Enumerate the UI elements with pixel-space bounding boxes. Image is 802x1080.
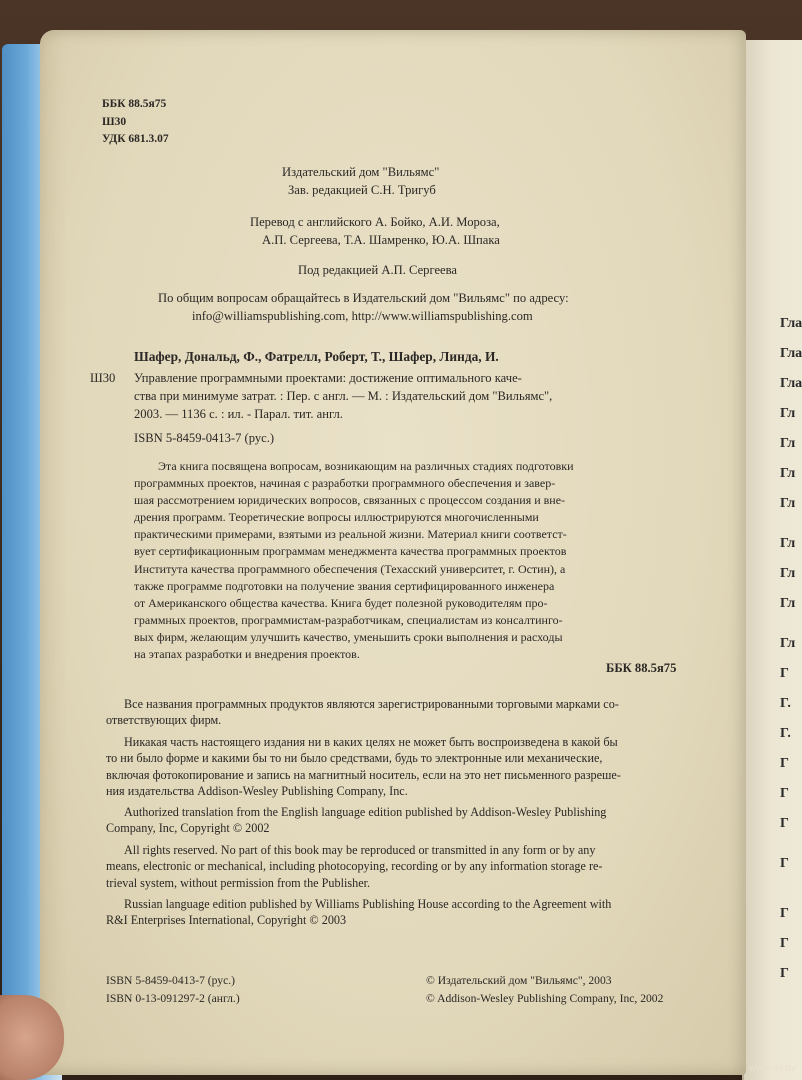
edited-by: Под редакцией А.П. Сергеева [298, 263, 458, 277]
opposite-fragment: Гл [780, 566, 796, 581]
rights-notice-en [106, 842, 712, 891]
abstract-line: граммных проектов, программистам-разработчикам, специалистам из консалтинго- [134, 612, 563, 627]
opposite-page [742, 40, 802, 1080]
trademarks-line: Все названия программных продуктов являются зарегистрированными торговыми марками со- [124, 697, 619, 711]
bbk-footer: ББК 88.5я75 [606, 661, 677, 675]
abstract-line: шая рассмотрением юридических вопросов, связанных с процессом создания и вне- [134, 493, 566, 508]
isbn-entry: ISBN 5-8459-0413-7 (рус.) [134, 431, 275, 445]
abstract-line: Института качества программного обеспечения (Техасский университет, г. Остин), а [134, 561, 566, 576]
abstract-line: Эта книга посвящена вопросам, возникающим на различных стадиях подготовки [158, 459, 574, 473]
footer-copyright-en: © Addison-Wesley Publishing Company, Inc, 2002 [426, 992, 664, 1005]
watermark: www.ay.by [748, 1063, 796, 1074]
opposite-fragment: Гл [780, 596, 796, 611]
authorized-line: Company, Inc, Copyright © 2002 [106, 821, 270, 836]
catalog-code: Ш30 [90, 371, 116, 385]
opposite-fragment: Гл [780, 496, 796, 511]
abstract-line: вых фирм, желающим улучшить качество, уменьшить сроки выполнения и расходы [134, 629, 563, 644]
rights-notice-ru [106, 734, 712, 800]
opposite-fragment: Г [780, 786, 789, 801]
catalog-desc-1: Управление программными проектами: достижение оптимального каче- [134, 371, 522, 385]
abstract-line: дрения программ. Теоретические вопросы иллюстрируются многочисленными [134, 510, 539, 525]
rights-ru-line: включая фотокопирование и запись на магнитный носитель, если на это нет письменного разреше- [106, 767, 621, 782]
authors: Шафер, Дональд, Ф., Фатрелл, Роберт, Т., Шафер, Линда, И. [134, 349, 499, 364]
copyright-page [40, 30, 746, 1075]
opposite-fragment: Г. [780, 696, 791, 711]
abstract-line: на этапах разработки и внедрения проектов. [134, 647, 360, 662]
authorized-translation [106, 804, 712, 837]
classification-bbk: ББК 88.5я75 [102, 98, 167, 110]
opposite-fragment: Гл [780, 436, 796, 451]
opposite-fragment: Г. [780, 726, 791, 741]
opposite-fragment: Гл [780, 466, 796, 481]
abstract [134, 458, 700, 663]
contact-line-2: info@williamspublishing.com, http://www.williamspublishing.com [192, 309, 533, 323]
opposite-fragment: Г [780, 936, 789, 951]
opposite-fragment: Гла [780, 346, 802, 361]
opposite-fragment: Г [780, 756, 789, 771]
russian-edition-line: Russian language edition published by Williams Publishing House according to the Agreement with [124, 897, 612, 911]
opposite-fragment: Гла [780, 316, 802, 331]
opposite-fragment: Г [780, 906, 789, 921]
authorized-line: Authorized translation from the English language edition published by Addison-Wesley Publishing [124, 805, 607, 819]
opposite-fragment: Г [780, 966, 789, 981]
rights-en-line: trieval system, without permission from the Publisher. [106, 875, 371, 890]
russian-edition-line: R&I Enterprises International, Copyright © 2003 [106, 913, 347, 928]
abstract-line: вует сертификационным программам менеджмента качества программных проектов [134, 544, 567, 559]
trademarks-line: ответствующих фирм. [106, 713, 222, 727]
rights-ru-line: Никакая часть настоящего издания ни в каких целях не может быть воспроизведена в какой бы [124, 735, 618, 749]
trademarks-notice [106, 696, 712, 728]
footer-isbn-en: ISBN 0-13-091297-2 (англ.) [106, 992, 240, 1005]
contact-line-1: По общим вопросам обращайтесь в Издательский дом "Вильямс" по адресу: [158, 291, 569, 305]
opposite-fragment: Гл [780, 536, 796, 551]
catalog-desc-2: ства при минимуме затрат. : Пер. с англ. — М. : Издательский дом "Вильямс", [134, 389, 553, 403]
abstract-line: программных проектов, начиная с разработки программного обеспечения и завер- [134, 476, 556, 491]
catalog-desc-3: 2003. — 1136 с. : ил. - Парал. тит. англ. [134, 407, 343, 421]
editor-head: Зав. редакцией С.Н. Тригуб [288, 183, 436, 197]
classification-code: Ш30 [102, 116, 127, 128]
rights-ru-line: то ни было форме и какими бы то ни было средствами, будь то электронные или механические, [106, 751, 603, 766]
footer-isbn-ru: ISBN 5-8459-0413-7 (рус.) [106, 974, 235, 987]
abstract-line: практическими примерами, взятыми из реальной жизни. Материал книги соответст- [134, 527, 567, 542]
rights-en-line: means, electronic or mechanical, including photocopying, recording or by any information storage re- [106, 859, 603, 874]
footer-copyright-ru: © Издательский дом "Вильямс", 2003 [426, 974, 612, 987]
translation-credits-1: Перевод с английского А. Бойко, А.И. Мороза, [250, 215, 500, 229]
opposite-fragment: Г [780, 816, 789, 831]
classification-udk: УДК 681.3.07 [102, 133, 169, 145]
opposite-fragment: Гл [780, 636, 796, 651]
opposite-fragment: Г [780, 856, 789, 871]
opposite-fragment: Г [780, 666, 789, 681]
opposite-fragment: Гла [780, 376, 802, 391]
opposite-fragment: Гл [780, 406, 796, 421]
translation-credits-2: А.П. Сергеева, Т.А. Шамренко, Ю.А. Шпака [262, 233, 500, 247]
russian-edition-notice [106, 896, 712, 929]
abstract-line: от Американского общества качества. Книга будет полезной руководителям про- [134, 595, 548, 610]
publisher-house: Издательский дом "Вильямс" [282, 165, 440, 179]
abstract-line: также программе подготовки на получение звания сертифицированного инженера [134, 578, 555, 593]
rights-ru-line: ния издательства Addison-Wesley Publishing Company, Inc. [106, 784, 408, 799]
rights-en-line: All rights reserved. No part of this book may be reproduced or transmitted in any form or by any [124, 843, 596, 857]
